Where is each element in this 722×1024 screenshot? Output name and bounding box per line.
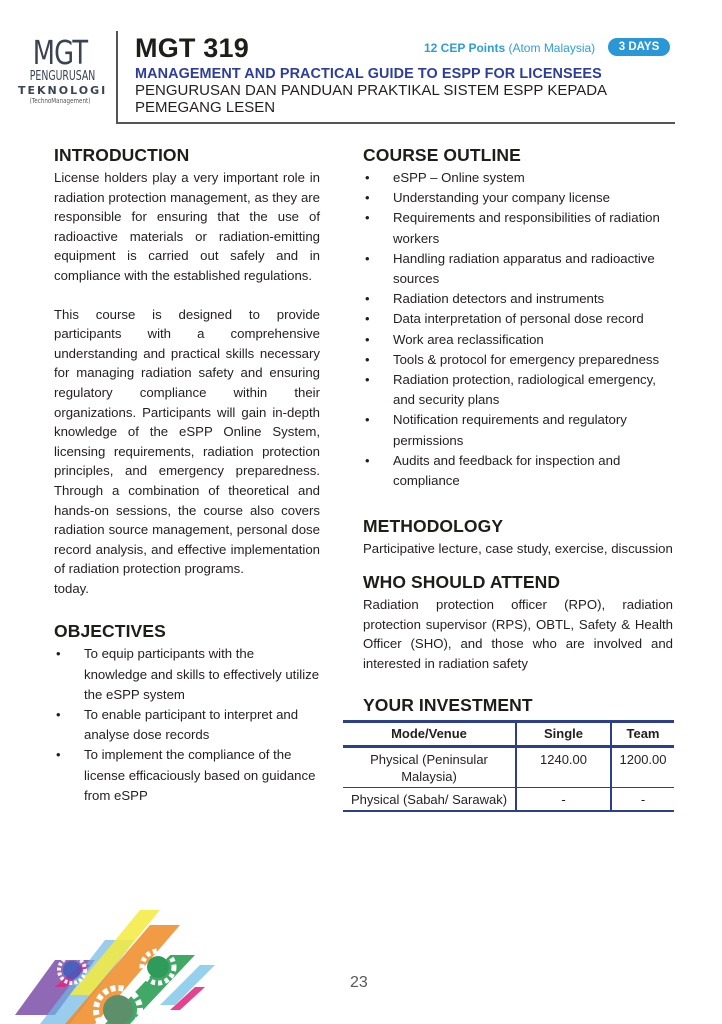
- logo-pengurusan: PENGURUSAN: [29, 69, 96, 84]
- list-item: • Work area reclassification: [363, 330, 673, 350]
- objectives-list: [54, 644, 320, 806]
- bullet-icon: •: [56, 646, 61, 662]
- list-item: • To equip participants with the knowledge and skills to effectively utilize the eSPP system: [56, 646, 320, 702]
- introduction-trailing: today.: [54, 580, 89, 596]
- cell-single-price: -: [516, 787, 611, 811]
- bullet-icon: •: [365, 452, 370, 468]
- cell-mode-venue: Physical (Peninsular Malaysia): [343, 746, 516, 787]
- left-column: [54, 144, 320, 806]
- course-code: MGT 319: [135, 33, 249, 63]
- investment-table: [343, 720, 674, 812]
- page-number: 23: [350, 974, 368, 991]
- table-header-row: [343, 721, 674, 746]
- bullet-icon: •: [365, 412, 370, 428]
- cep-points-value: 12 CEP Points: [424, 41, 506, 55]
- bullet-icon: •: [56, 707, 61, 723]
- logo-teknologi: TEKNOLOGI: [18, 84, 108, 97]
- bullet-icon: •: [56, 747, 61, 763]
- duration-badge: 3 DAYS: [608, 38, 670, 56]
- cep-points: [424, 41, 595, 55]
- course-title-malay: PENGURUSAN DAN PANDUAN PRAKTIKAL SISTEM ESPP KEPADA PEMEGANG LESEN: [135, 82, 607, 116]
- list-item: • Handling radiation apparatus and radioactive sources: [365, 250, 655, 287]
- column-header-mode-venue: Mode/Venue: [343, 721, 516, 746]
- table-row: [343, 787, 674, 811]
- who-should-attend-heading: WHO SHOULD ATTEND: [363, 572, 561, 593]
- table-row: [343, 746, 674, 787]
- list-item: • To implement the compliance of the license efficaciously based on guidance from eSPP: [56, 747, 316, 803]
- bullet-icon: •: [365, 250, 370, 266]
- bullet-icon: •: [365, 291, 370, 307]
- logo-mgt: MGT: [32, 33, 88, 72]
- decorative-gears-graphic: [10, 905, 220, 1024]
- cell-mode-venue: Physical (Sabah/ Sarawak): [343, 787, 516, 811]
- list-item: • Data interpretation of personal dose record: [363, 309, 673, 329]
- methodology-text: Participative lecture, case study, exercise, discussion: [363, 541, 673, 557]
- list-item: • Radiation detectors and instruments: [363, 289, 673, 309]
- course-title-english: MANAGEMENT AND PRACTICAL GUIDE TO ESPP FOR LICENSEES: [135, 66, 602, 82]
- investment-heading: YOUR INVESTMENT: [363, 694, 533, 715]
- list-item: • Understanding your company license: [363, 188, 673, 208]
- cell-team-price: 1200.00: [611, 746, 674, 787]
- bullet-icon: •: [365, 331, 370, 347]
- bullet-icon: •: [365, 210, 370, 226]
- list-item: • Requirements and responsibilities of radiation workers: [365, 210, 660, 246]
- list-item: • Audits and feedback for inspection and compliance: [365, 452, 621, 489]
- bullet-icon: •: [365, 372, 370, 388]
- objectives-heading: OBJECTIVES: [54, 621, 166, 642]
- course-outline-heading: COURSE OUTLINE: [363, 145, 521, 165]
- bullet-icon: •: [365, 351, 370, 367]
- list-item: • Tools & protocol for emergency preparedness: [363, 350, 673, 370]
- list-item: • Radiation protection, radiological emergency, and security plans: [365, 372, 656, 408]
- bullet-icon: •: [365, 170, 370, 185]
- bullet-icon: •: [365, 311, 370, 327]
- company-logo: [18, 33, 108, 106]
- introduction-heading: INTRODUCTION: [54, 145, 190, 165]
- list-item: • Notification requirements and regulatory permissions: [365, 412, 627, 448]
- who-should-attend-text: Radiation protection officer (RPO), radiation protection supervisor (RPS), OBTL, Safety & Health Officer (SHO), and those who are involved and interested in radiation safety: [363, 597, 673, 672]
- cell-single-price: 1240.00: [516, 746, 611, 787]
- methodology-heading: METHODOLOGY: [363, 516, 504, 537]
- list-item: • To enable participant to interpret and analyse dose records: [56, 707, 299, 743]
- cell-team-price: -: [611, 787, 674, 811]
- logo-technomanagement: (TechnoManagement): [29, 97, 91, 105]
- cep-points-body: (Atom Malaysia): [505, 41, 596, 55]
- introduction-paragraph-1: License holders play a very important role in radiation protection management, as they are responsible for ensuring that the use of radioactive materials or radiation-emitting equipment is carried out safely and in compliance with the established regulations.: [54, 170, 320, 283]
- list-item: • eSPP – Online system: [363, 168, 673, 188]
- introduction-paragraph-2: This course is designed to provide participants with a comprehensive understanding and practical skills necessary for managing radiation safety and ensuring regulatory compliance within their organizations. Participants will gain in-depth knowledge of the eSPP Online System, licensing requirements, radiation protection principles, and emergency preparedness. Through a combination of theoretical and hands-on sessions, the course also covers radiation source management, personal dose record analysis, and effective implementation of radiation protection programs.: [54, 306, 320, 577]
- bullet-icon: •: [365, 190, 370, 206]
- column-header-team: Team: [611, 721, 674, 746]
- column-header-single: Single: [516, 721, 611, 746]
- right-column: [350, 144, 673, 812]
- course-outline-list: [363, 168, 673, 491]
